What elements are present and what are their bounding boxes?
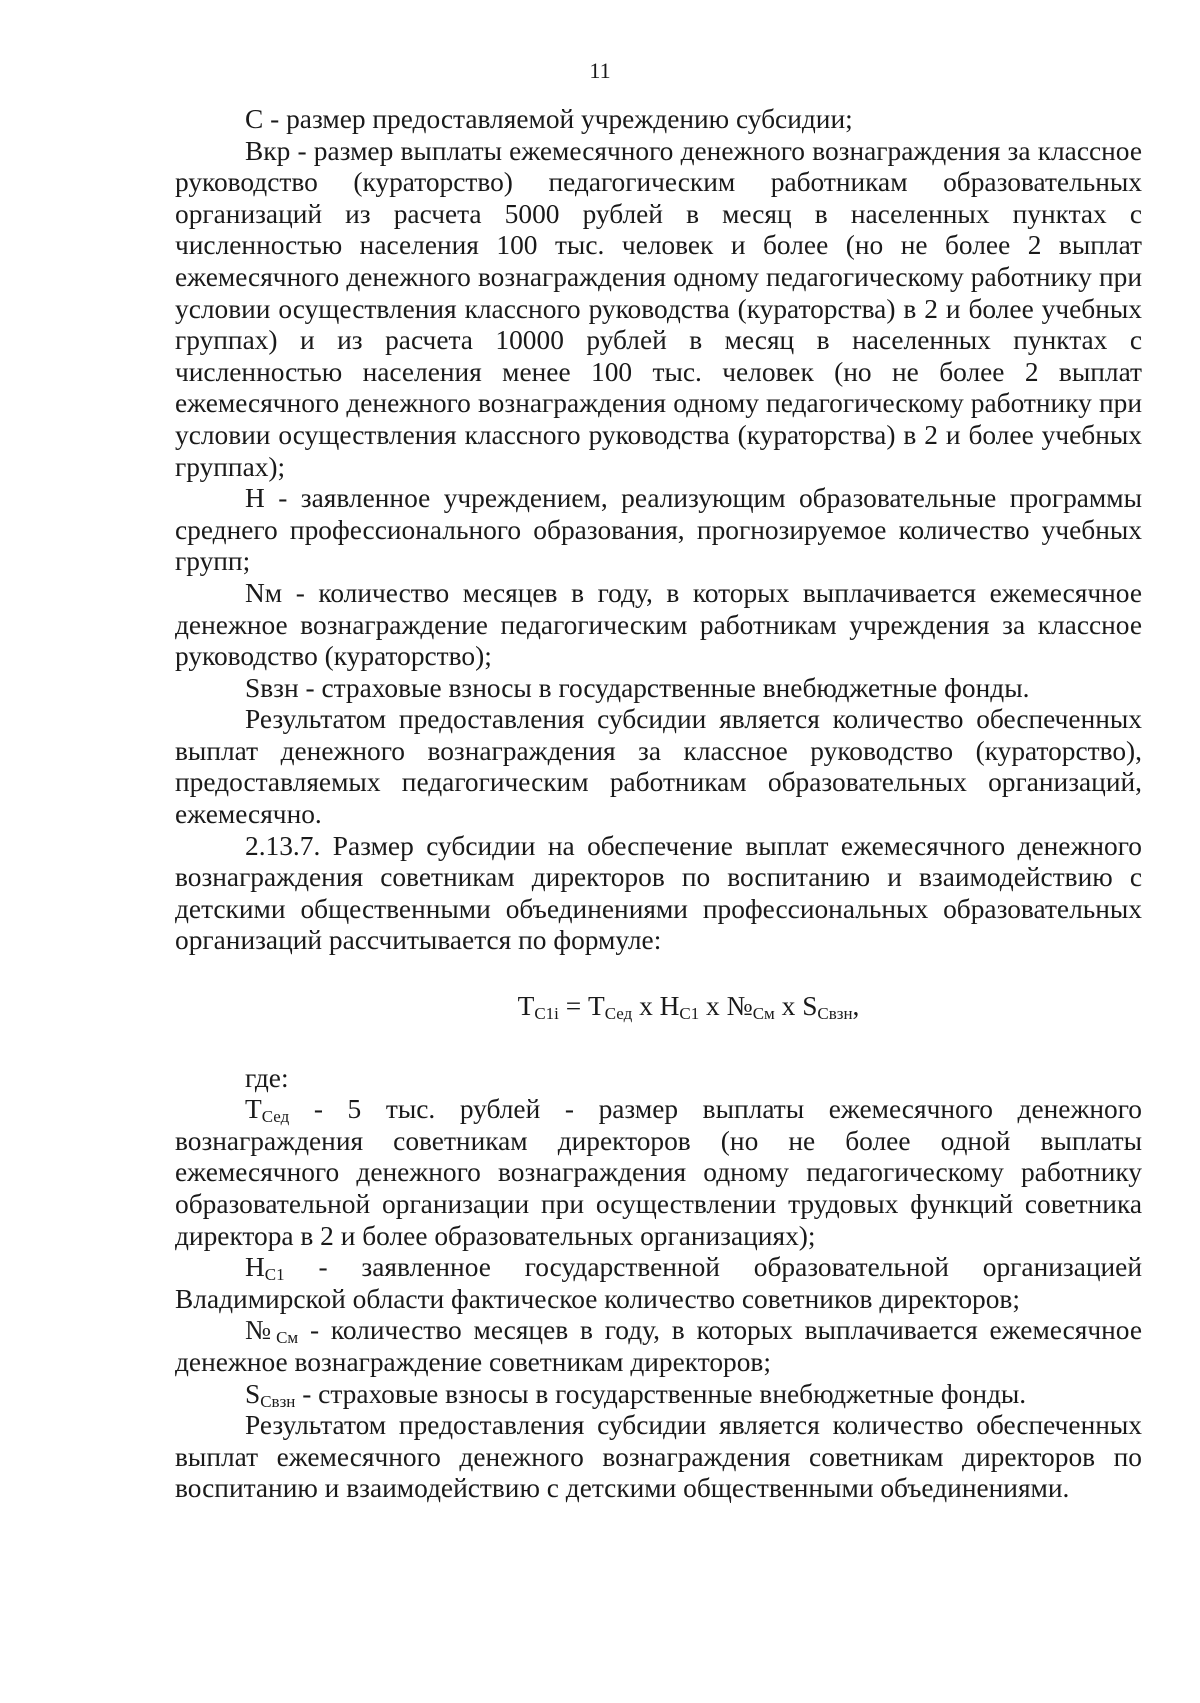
tced-definition-text: - 5 тыс. рублей - размер выплаты ежемесячного денежного вознаграждения советникам директоров (но не более одной выплаты ежемесячного денежного вознаграждения одному педагогическому работнику образовательной организации при осуществлении трудовых функций советника директора в 2 и более образовательных организациях); <box>175 1094 1142 1251</box>
symbol-tced-sub: Сед <box>261 1107 290 1127</box>
symbol-tced-base: Т <box>245 1094 262 1125</box>
symbol-scvzn-sub: Свзн <box>260 1391 296 1411</box>
formula-x2: х <box>699 991 727 1022</box>
symbol-ncm-sub: См <box>276 1328 299 1348</box>
formula-tc-base: Т <box>588 991 605 1022</box>
formula-x3: х <box>774 991 803 1022</box>
paragraph-where: где: <box>245 1062 289 1093</box>
paragraph-vkr-definition: Вкр - размер выплаты ежемесячного денежного вознаграждения за классное руководство (кураторство) педагогическим работникам образовательных организаций из расчета 5000 рублей в месяц в населенных пунктах с численностью населения 100 тыс. человек и более (но не более 2 выплат ежемесячного денежного вознаграждения одному педагогическому работнику при условии осуществления классного руководства (кураторства) в 2 и более учебных группах) и из расчета 10000 рублей в месяц в населенных пунктах с численностью населения менее 100 тыс. человек (но не более 2 выплат ежемесячного денежного вознаграждения одному педагогическому работнику при условии осуществления классного руководства (кураторства) в 2 и более учебных группах); <box>175 135 1142 482</box>
paragraph-scvzn-definition <box>175 1379 1142 1411</box>
formula <box>175 991 1142 1023</box>
document-body <box>175 104 1142 1505</box>
formula-end: , <box>852 991 860 1022</box>
paragraph-nm-definition: Nм - количество месяцев в году, в которых выплачивается ежемесячное денежное вознаграждение педагогическим работникам учреждения за классное руководство (кураторство); <box>175 577 1142 672</box>
formula-s-sub: Свзн <box>817 1004 853 1024</box>
paragraph-n-definition: Н - заявленное учреждением, реализующим образовательные программы среднего профессионального образования, прогнозируемое количество учебных групп; <box>175 483 1142 577</box>
hc1-definition-text: - заявленное государственной образовательной организацией Владимирской области фактическое количество советников директоров; <box>175 1252 1142 1314</box>
symbol-scvzn-base: S <box>245 1378 261 1409</box>
paragraph-svzn-definition: Sвзн - страховые взносы в государственные внебюджетные фонды. <box>245 672 1030 703</box>
formula-n-sub: См <box>752 1004 775 1024</box>
formula-n-base: № <box>726 991 753 1022</box>
paragraph-2-13-7: 2.13.7. Размер субсидии на обеспечение выплат ежемесячного денежного вознаграждения советникам директоров по воспитанию и взаимодействию с детскими общественными объединениями профессиональных образовательных организаций рассчитывается по формуле: <box>175 830 1142 956</box>
paragraph-result-1: Результатом предоставления субсидии является количество обеспеченных выплат денежного вознаграждения за классное руководство (кураторство), предоставляемых педагогическим работникам образовательных организаций, ежемесячно. <box>175 704 1142 830</box>
formula-h-base: Н <box>659 991 680 1022</box>
symbol-hc1-base: Н <box>245 1252 265 1283</box>
symbol-ncm-base: № <box>245 1315 277 1346</box>
paragraph-hc1-definition <box>175 1252 1142 1315</box>
paragraph-ncm-definition <box>175 1315 1142 1378</box>
scvzn-definition-text: - страховые взносы в государственные внебюджетные фонды. <box>295 1378 1027 1409</box>
paragraph-c-definition: С - размер предоставляемой учреждению субсидии; <box>245 104 853 134</box>
formula-t-base: Т <box>517 991 535 1022</box>
symbol-hc1-sub: С1 <box>264 1265 285 1285</box>
formula-tc-sub: Сед <box>604 1004 633 1024</box>
ncm-definition-text: - количество месяцев в году, в которых выплачивается ежемесячное денежное вознаграждение советникам директоров; <box>175 1315 1142 1377</box>
formula-s-base: S <box>802 991 818 1022</box>
page-number: 11 <box>589 58 611 83</box>
formula-x1: х <box>632 991 660 1022</box>
formula-h-sub: С1 <box>679 1004 700 1024</box>
formula-eq: = <box>558 991 589 1022</box>
paragraph-tced-definition <box>175 1094 1142 1252</box>
formula-t-sub: С1i <box>534 1004 559 1024</box>
paragraph-result-2: Результатом предоставления субсидии является количество обеспеченных выплат ежемесячного денежного вознаграждения советникам директоров по воспитанию и взаимодействию с детскими общественными объединениями. <box>175 1410 1142 1504</box>
